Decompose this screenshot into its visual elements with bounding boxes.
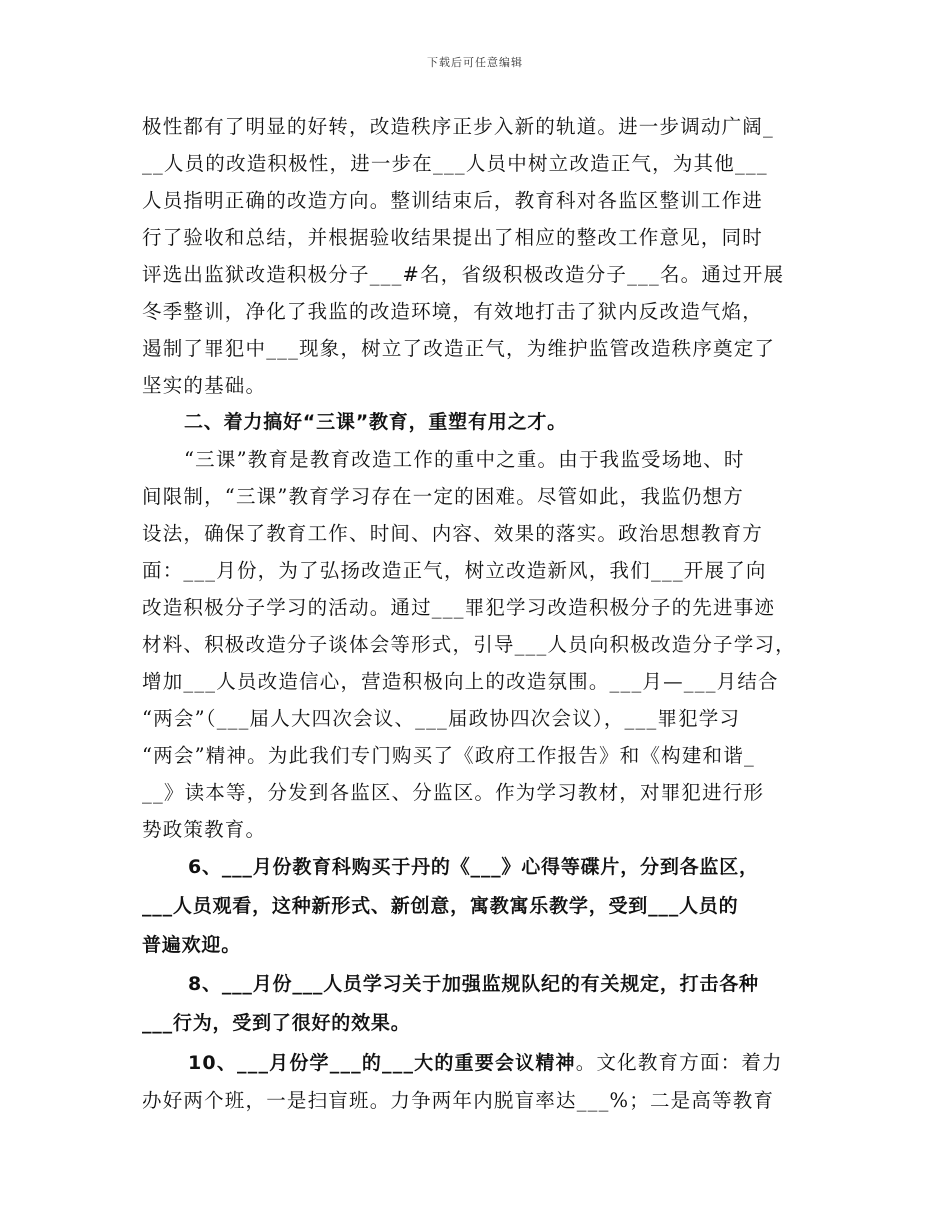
- paragraph-line: 人员指明正确的改造方向。整训结束后，教育科对各监区整训工作进: [142, 189, 764, 212]
- paragraph-line: ___行为，受到了很好的效果。: [142, 1012, 411, 1034]
- paragraph-line: 办好两个班，一是扫盲班。力争两年内脱盲率达___%；二是高等教育: [142, 1089, 775, 1112]
- paragraph-line: __人员的改造积极性，进一步在___人员中树立改造正气，为其他___: [142, 152, 768, 175]
- paragraph-line: “两会”（___届人大四次会议、___届政协四次会议），___罪犯学习: [142, 707, 741, 730]
- paragraph-line: 增加___人员改造信心，营造积极向上的改造氛围。___月—___月结合: [142, 670, 779, 693]
- document-body: [142, 108, 814, 1119]
- page-header: 下载后可任意编辑: [427, 56, 523, 69]
- paragraph-line: 材料、积极改造分子谈体会等形式，引导___人员向积极改造分子学习，: [142, 633, 796, 656]
- paragraph-line: ___人员观看，这种新形式、新创意，寓教寓乐教学，受到___人员的: [142, 895, 739, 917]
- paragraph-line: 评选出监狱改造积极分子___#名，省级积极改造分子___名。通过开展: [142, 263, 785, 286]
- paragraph-line: 冬季整训，净化了我监的改造环境，有效地打击了狱内反改造气焰，: [142, 300, 764, 323]
- numbered-item-10: [142, 1043, 814, 1082]
- paragraph-line: 行了验收和总结，并根据验收结果提出了相应的整改工作意见，同时: [142, 226, 764, 249]
- paragraph-line: 间限制，“三课”教育学习存在一定的困难。尽管如此，我监仍想方: [142, 485, 744, 508]
- paragraph-line: 势政策教育。: [142, 818, 267, 841]
- paragraph-line: 极性都有了明显的好转，改造秩序正步入新的轨道。进一步调动广阔_: [142, 115, 774, 138]
- paragraph-line: “三课”教育是教育改造工作的重中之重。由于我监受场地、时: [184, 448, 745, 471]
- paragraph-line: __》读本等，分发到各监区、分监区。作为学习教材，对罪犯进行形: [142, 781, 765, 804]
- numbered-item-10-bold: 10、___月份学___的___大的重要会议精神: [188, 1052, 576, 1074]
- numbered-item-6: 6、___月份教育科购买于丹的《___》心得等碟片，分到各监区，: [188, 856, 759, 878]
- paragraph-line: 坚实的基础。: [142, 374, 267, 397]
- paragraph-line: “两会”精神。为此我们专门购买了《政府工作报告》和《构建和谐_: [142, 744, 755, 767]
- numbered-item-8: 8、___月份___人员学习关于加强监规队纪的有关规定，打击各种: [188, 973, 759, 995]
- paragraph-line: 普遍欢迎。: [142, 934, 242, 956]
- paragraph-line: 改造积极分子学习的活动。通过___罪犯学习改造积极分子的先进事迹: [142, 596, 776, 619]
- paragraph-line: 设法，确保了教育工作、时间、内容、效果的落实。政治思想教育方: [142, 522, 764, 545]
- section-heading: 二、着力搞好“三课”教育，重塑有用之才。: [184, 411, 567, 433]
- paragraph-line: 面：___月份，为了弘扬改造正气，树立改造新风，我们___开展了向: [142, 559, 767, 582]
- paragraph-line: 遏制了罪犯中___现象，树立了改造正气，为维护监管改造秩序奠定了: [142, 337, 776, 360]
- numbered-item-10-rest: 。文化教育方面：着力: [575, 1051, 783, 1074]
